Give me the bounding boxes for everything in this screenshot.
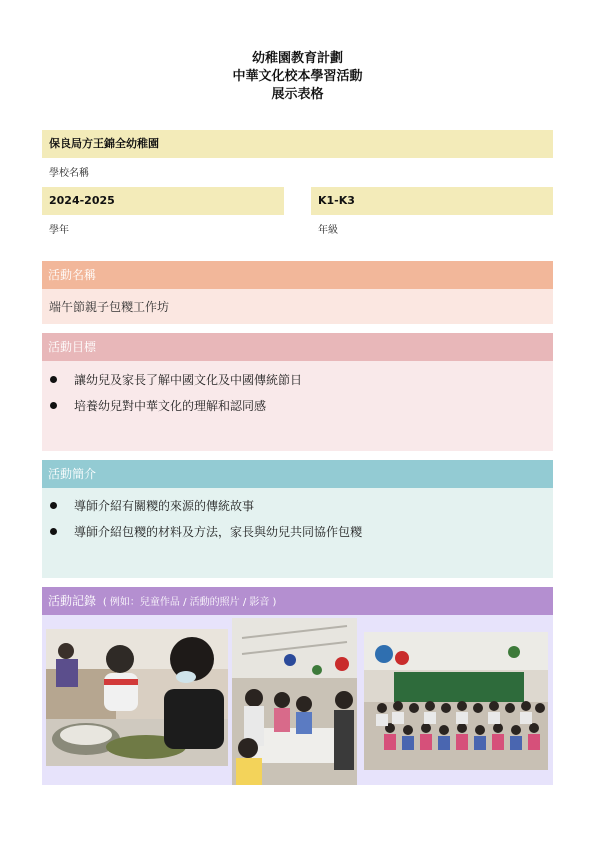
title-line-3: 展示表格 (271, 87, 324, 102)
objectives-heading: 活動目標 (42, 333, 553, 361)
year-label: 學年 (49, 225, 69, 236)
bullet-icon (50, 402, 57, 409)
activity-photo-1 (46, 629, 228, 766)
objective-item (42, 366, 553, 392)
title-line-2: 中華文化校本學習活動 (232, 69, 363, 84)
activity-photo-2 (232, 618, 357, 785)
bullet-icon (50, 528, 57, 535)
records-heading-note: ( 例如：兒童作品 / 活動的照片 / 影音 ) (102, 597, 277, 608)
objective-text: 讓幼兒及家長了解中國文化及中國傳統節日 (74, 372, 303, 387)
photo-group-picture (364, 632, 548, 770)
grade-field: K1-K3 (311, 187, 553, 215)
bullet-icon (50, 376, 57, 383)
summary-body (42, 488, 553, 578)
activity-name-body (42, 289, 553, 324)
activity-photo-3 (364, 632, 548, 770)
objectives-body (42, 361, 553, 451)
school-name-field: 保良局方王錦全幼稚園 (42, 130, 553, 158)
summary-text: 導師介紹包糭的材料及方法，家長與幼兒共同協作包糭 (74, 524, 363, 539)
photo-parent-child-wrapping (46, 629, 228, 766)
school-name-label: 學校名稱 (49, 168, 89, 179)
records-heading (42, 587, 553, 615)
grade-label: 年級 (318, 225, 338, 236)
objective-text: 培養幼兒對中華文化的理解和認同感 (74, 398, 267, 413)
title-line-1: 幼稚園教育計劃 (251, 51, 343, 66)
activity-name-value: 端午節親子包糭工作坊 (49, 300, 170, 314)
summary-heading: 活動簡介 (42, 460, 553, 488)
document-title (0, 50, 595, 104)
summary-text: 導師介紹有關糭的來源的傳統故事 (74, 498, 255, 513)
records-heading-title: 活動記錄 (48, 594, 97, 608)
photo-children-at-table (232, 618, 357, 785)
summary-item (42, 492, 553, 518)
objective-item (42, 392, 553, 418)
summary-item (42, 518, 553, 544)
bullet-icon (50, 502, 57, 509)
year-field: 2024-2025 (42, 187, 284, 215)
activity-name-heading: 活動名稱 (42, 261, 553, 289)
